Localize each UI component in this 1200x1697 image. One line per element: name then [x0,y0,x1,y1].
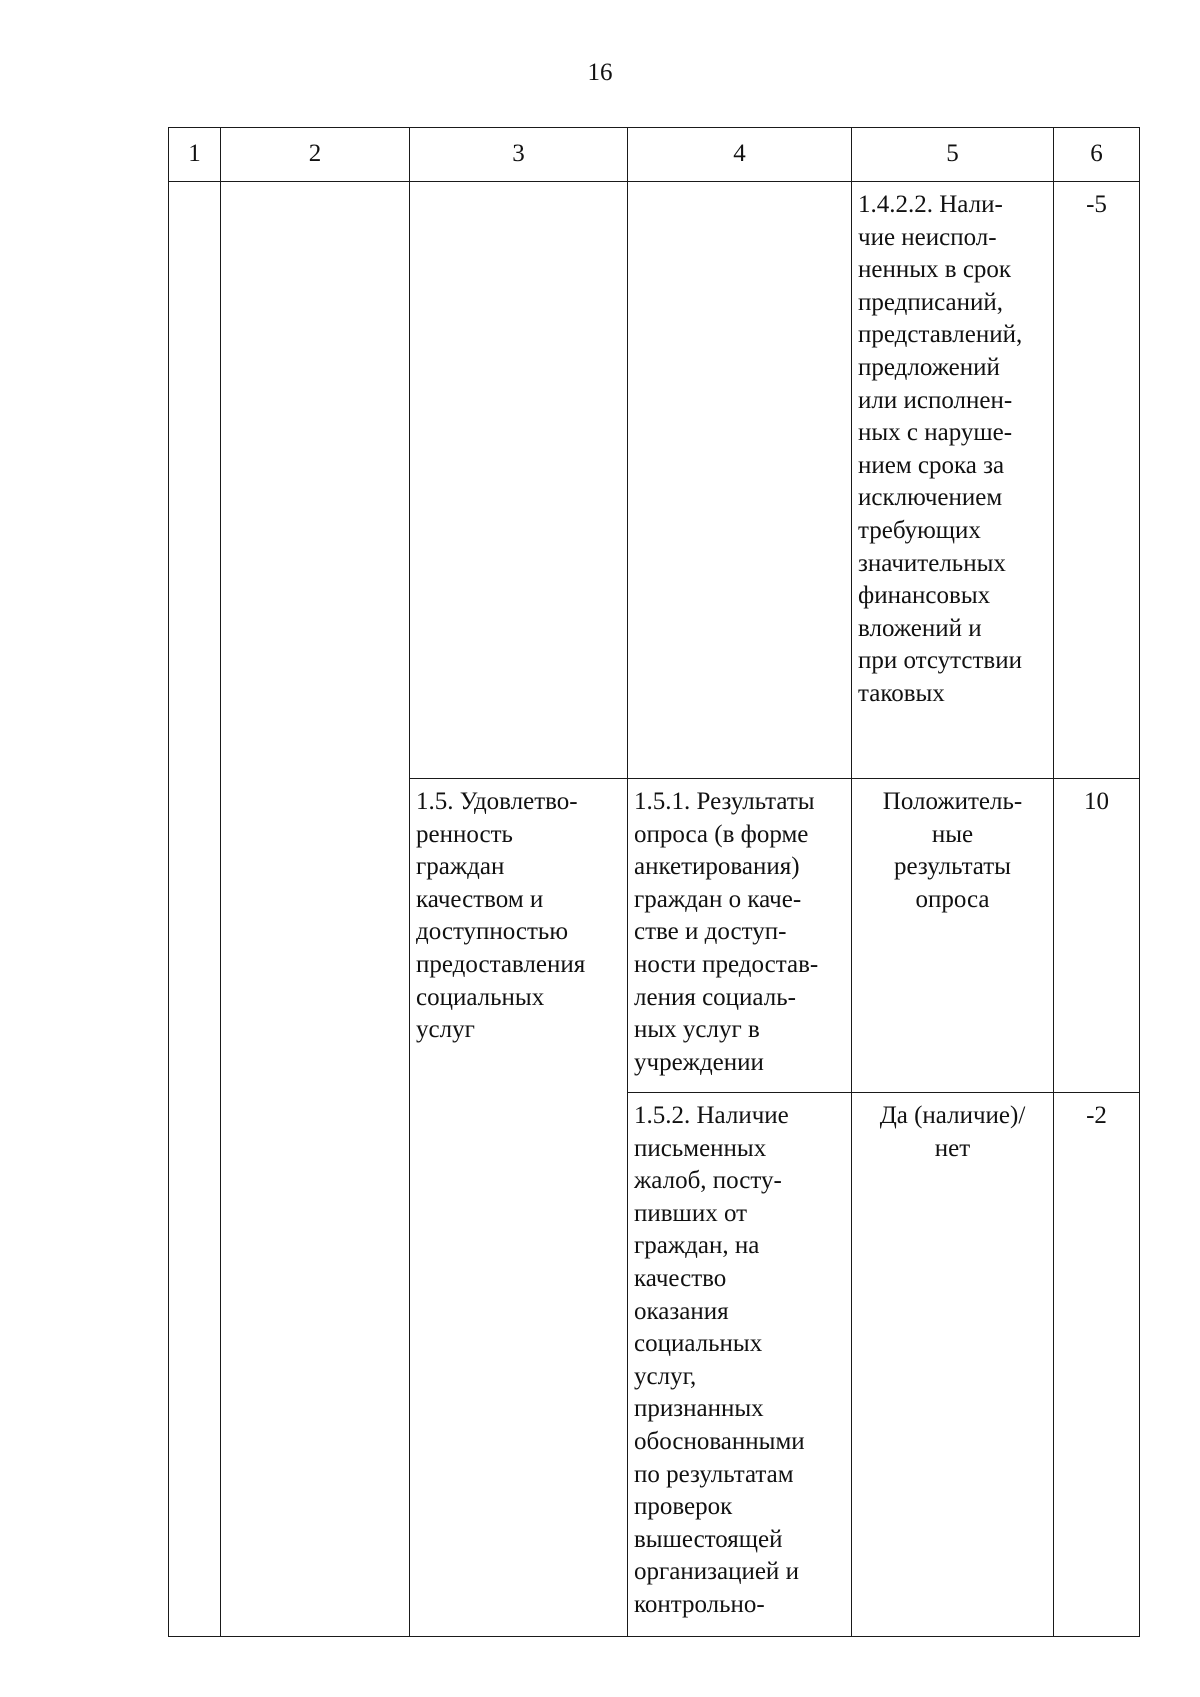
column-header: 2 [221,128,410,182]
table-cell-col3 [410,182,628,779]
score-cell: -5 [1054,182,1140,779]
column-header: 1 [169,128,221,182]
column-header: 6 [1054,128,1140,182]
table-header-row [169,128,1140,182]
table-row [169,182,1140,779]
criterion-cell: Да (наличие)/ нет [852,1093,1054,1637]
column-header: 4 [628,128,852,182]
column-header: 5 [852,128,1054,182]
criterion-cell: 1.4.2.2. Нали- чие неиспол- ненных в срок предписаний, представлений, предложений или исполнен- ных с наруше- нием срока за исключением требующих значительных финансовых вложений и при отсутствии таковых [852,182,1054,779]
table-cell-col2 [221,182,410,1637]
column-header: 3 [410,128,628,182]
table-cell-col4 [628,182,852,779]
criterion-cell: Положитель- ные результаты опроса [852,779,1054,1093]
measure-cell: 1.5.2. Наличие письменных жалоб, посту- пивших от граждан, на качество оказания социальных услуг, признанных обоснованными по результатам проверок вышестоящей организацией и контрольно- [628,1093,852,1637]
page-number: 16 [587,59,613,86]
score-cell: -2 [1054,1093,1140,1637]
table-cell-col1 [169,182,221,1637]
score-cell: 10 [1054,779,1140,1093]
measure-cell: 1.5.1. Результаты опроса (в форме анкетирования) граждан о каче- стве и доступ- ности предостав- ления социаль- ных услуг в учреждении [628,779,852,1093]
indicator-cell: 1.5. Удовлетво- ренность граждан качеством и доступностью предоставления социальных услуг [410,779,628,1637]
criteria-table [168,127,1140,1637]
